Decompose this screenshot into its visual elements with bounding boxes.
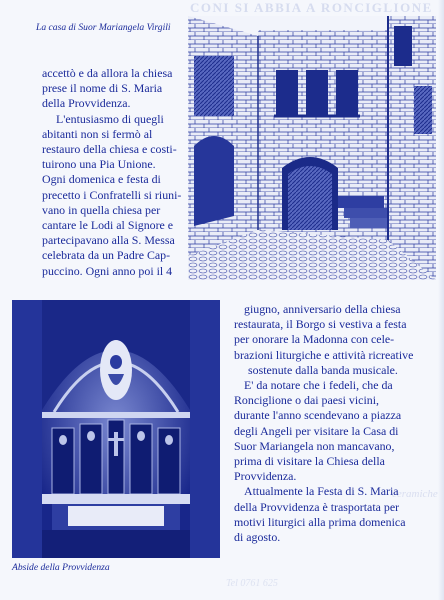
text-line: Ogni domenica e festa di: [42, 172, 161, 187]
text-line: vano in quella chiesa per: [42, 202, 161, 217]
text-line: precetto i Confratelli si riuni-: [42, 187, 182, 202]
text-line: E' da notare che i fedeli, che da: [244, 378, 393, 393]
text-line: durante l'anno scendevano a piazza: [234, 408, 402, 423]
text-line: sostenute dalla banda musicale.: [248, 362, 398, 377]
text-line: della Provvidenza è trasportata per: [234, 499, 400, 514]
text-line: accettò e da allora la chiesa: [42, 66, 173, 80]
house-street-photo: [188, 16, 436, 280]
bleed-through-side-text: ceramiche: [392, 488, 438, 500]
text-line: Suor Mariangela non mancavano,: [234, 438, 395, 453]
text-line: restauro della chiesa e costi-: [42, 142, 177, 157]
bleed-through-header: CONI SI ABBIA A RONCIGLIONE: [190, 0, 433, 15]
text-line: della Provvidenza.: [42, 96, 131, 111]
bleed-through-footer: Tel 0761 625: [226, 578, 278, 589]
text-line: prese il nome di S. Maria: [42, 81, 163, 96]
text-line: L'entusiasmo di quegli: [56, 111, 164, 126]
text-line: per onorare la Madonna con cele-: [234, 332, 395, 347]
text-line: motivi liturgici alla prima domenica: [234, 514, 406, 529]
text-line: Ronciglione o dai paesi vicini,: [234, 393, 379, 408]
text-line: restaurata, il Borgo si vestiva a festa: [234, 317, 407, 332]
text-line: giugno, anniversario della chiesa: [244, 302, 401, 316]
text-line: cantare le Lodi al Signore e: [42, 218, 174, 233]
text-line: brazioni liturgiche e attività ricreative: [234, 347, 414, 362]
text-line: prima di visitare la Chiesa della: [234, 454, 385, 469]
text-line: abitanti non si fermò al: [42, 126, 153, 141]
text-line: partecipavano alla S. Messa: [42, 233, 175, 248]
text-column-right: [234, 302, 436, 545]
text-line: puccino. Ogni anno poi il 4: [42, 263, 173, 278]
page-edge-shadow: [438, 0, 444, 600]
text-line: Provvidenza.: [234, 469, 297, 484]
apse-photo: [12, 300, 220, 558]
text-line: di agosto.: [234, 530, 281, 545]
text-column-left: [42, 66, 182, 279]
text-line: degli Angeli per visitare la Casa di: [234, 423, 399, 438]
text-line: Attualmente la Festa di S. Maria: [244, 484, 399, 499]
apse-photo-caption: Abside della Provvidenza: [12, 562, 110, 573]
text-line: tuirono una Pia Unione.: [42, 157, 156, 172]
text-line: celebrata da un Padre Cap-: [42, 248, 171, 263]
street-photo-caption: La casa di Suor Mariangela Virgili: [36, 22, 171, 33]
